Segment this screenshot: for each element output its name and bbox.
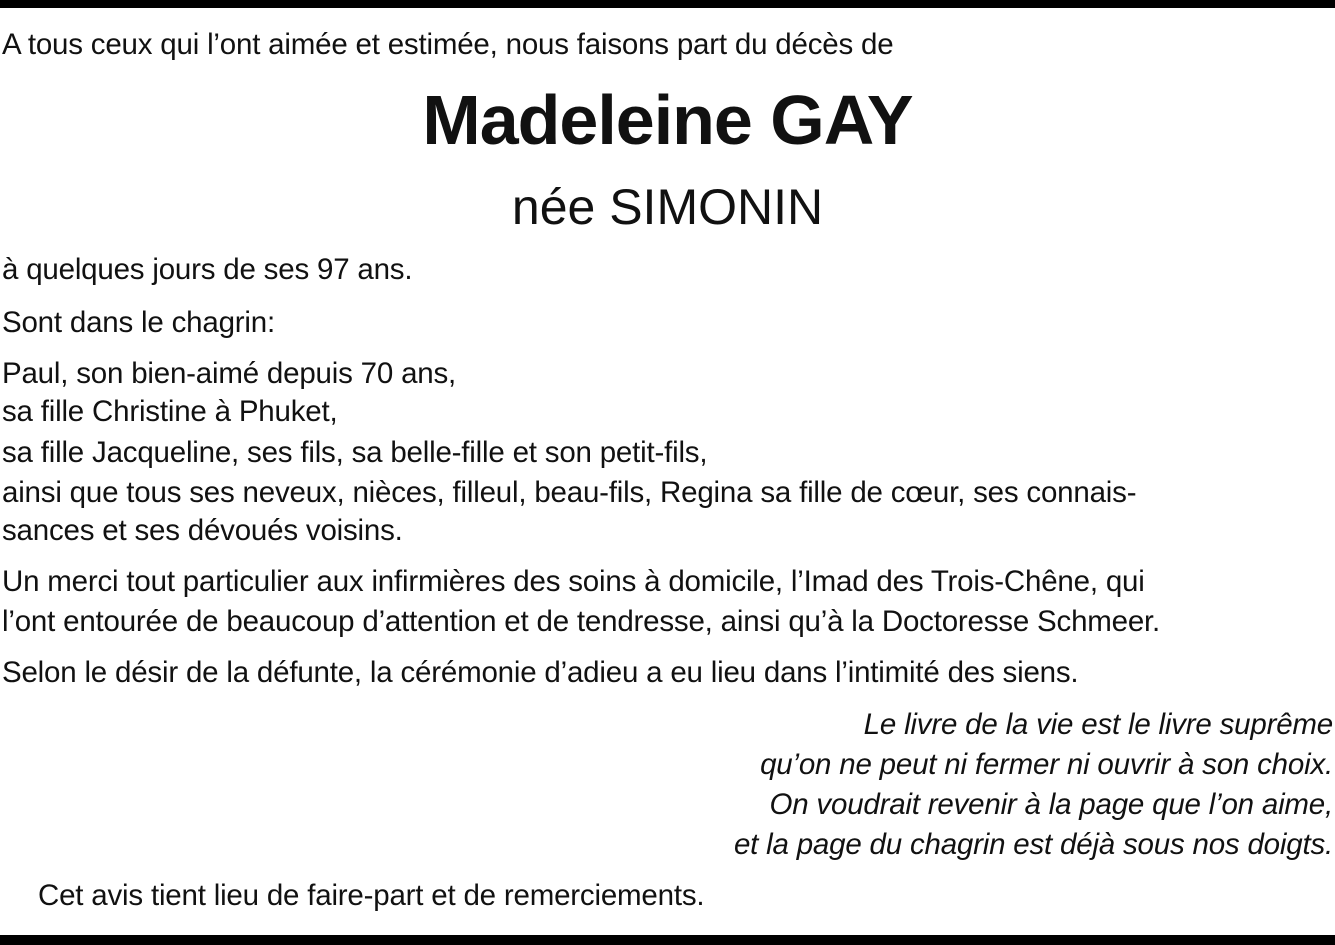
poem-line: On voudrait revenir à la page que l’on aime, xyxy=(769,788,1333,821)
ceremony-text: Selon le désir de la défunte, la cérémonie d’adieu a eu lieu dans l’intimité des siens. xyxy=(2,656,1079,689)
thanks-line: Un merci tout particulier aux infirmières des soins à domicile, l’Imad des Trois-Chêne, qui xyxy=(2,565,1145,598)
poem-line: qu’on ne peut ni fermer ni ouvrir à son choix. xyxy=(760,748,1333,781)
intro-text: A tous ceux qui l’ont aimée et estimée, nous faisons part du décès de xyxy=(2,28,894,61)
thanks-line: l’ont entourée de beaucoup d’attention et de tendresse, ainsi qu’à la Doctoresse Schmeer. xyxy=(2,605,1161,638)
mourner-line: ainsi que tous ses neveux, nièces, filleul, beau-fils, Regina sa fille de cœur, ses connais- xyxy=(2,476,1137,509)
mourner-line: sances et ses dévoués voisins. xyxy=(2,514,403,547)
poem-line: et la page du chagrin est déjà sous nos doigts. xyxy=(733,828,1333,861)
maiden-name: née SIMONIN xyxy=(511,179,824,235)
mourner-line: Paul, son bien-aimé depuis 70 ans, xyxy=(2,357,457,390)
mourners-heading: Sont dans le chagrin: xyxy=(2,306,275,339)
mourner-line: sa fille Christine à Phuket, xyxy=(2,395,338,428)
bottom-border-rule xyxy=(0,935,1335,945)
mourner-line: sa fille Jacqueline, ses fils, sa belle-fille et son petit-fils, xyxy=(2,436,708,469)
poem-line: Le livre de la vie est le livre suprême xyxy=(863,708,1333,741)
deceased-name: Madeleine GAY xyxy=(422,81,913,159)
age-line: à quelques jours de ses 97 ans. xyxy=(2,253,413,286)
closing-text: Cet avis tient lieu de faire-part et de remerciements. xyxy=(38,879,705,912)
